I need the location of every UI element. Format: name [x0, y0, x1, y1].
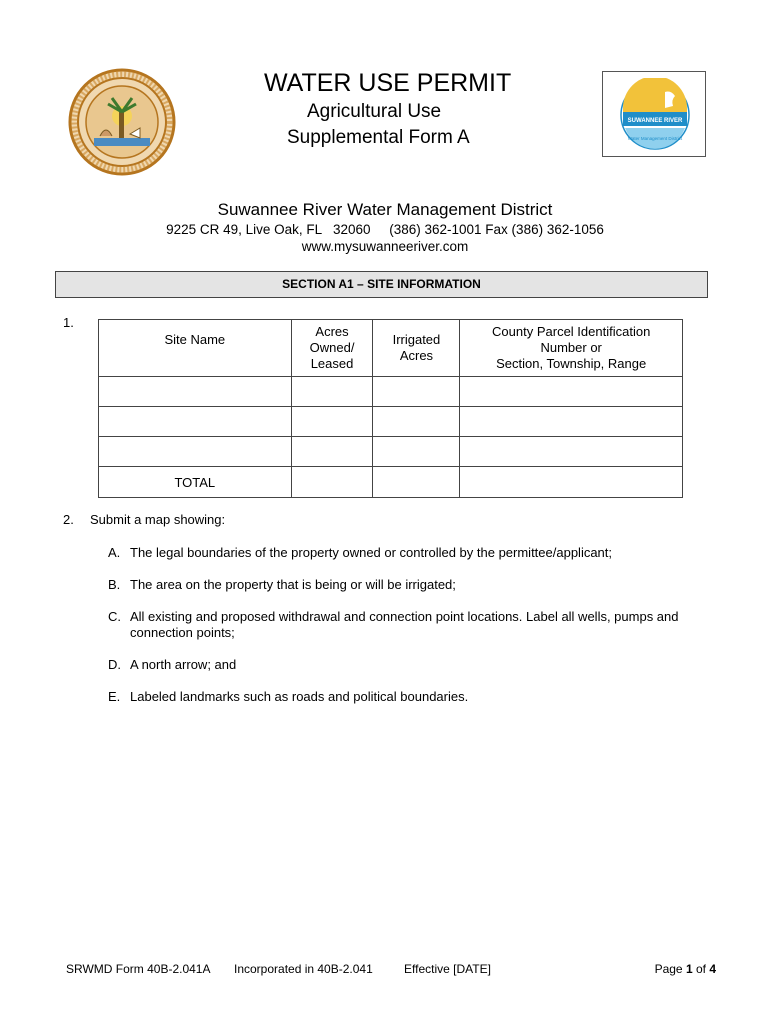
parcel-id-cell[interactable]	[460, 437, 683, 467]
footer-page-number: Page 1 of 4	[654, 962, 716, 976]
table-row	[99, 437, 683, 467]
header-parcel-id: County Parcel Identification Number or Section, Township, Range	[460, 320, 683, 377]
form-subtitle-2: Supplemental Form A	[287, 127, 470, 148]
header-irrigated-acres: Irrigated Acres	[373, 320, 460, 377]
item-number-2: 2.	[63, 512, 74, 527]
table-total-row	[99, 467, 683, 498]
list-item-letter: B.	[108, 577, 121, 592]
list-item-text: Labeled landmarks such as roads and political boundaries.	[130, 689, 469, 704]
table-header-row	[99, 320, 683, 377]
list-item-text: All existing and proposed withdrawal and connection point locations. Label all wells, pumps and connection points;	[130, 609, 679, 640]
list-item-letter: D.	[108, 657, 121, 672]
org-name: Suwannee River Water Management District	[217, 200, 553, 219]
footer-effective: Effective [DATE]	[404, 962, 491, 976]
logo-text: SUWANNEE RIVER	[627, 118, 683, 124]
acres-owned-cell[interactable]	[291, 407, 373, 437]
list-item-text: The area on the property that is being or will be irrigated;	[130, 577, 456, 592]
acres-owned-cell[interactable]	[291, 437, 373, 467]
irrigated-acres-cell[interactable]	[373, 377, 460, 407]
header-acres-owned: Acres Owned/ Leased	[291, 320, 373, 377]
site-name-cell[interactable]	[99, 407, 292, 437]
table-row	[99, 407, 683, 437]
section-header: SECTION A1 – SITE INFORMATION	[55, 271, 708, 298]
list-item-text: The legal boundaries of the property owned or controlled by the permittee/applicant;	[130, 545, 613, 560]
form-title: WATER USE PERMIT	[264, 69, 512, 97]
irrigated-acres-cell[interactable]	[373, 407, 460, 437]
logo-arc-text: Water Management District	[627, 136, 683, 141]
item-number-1: 1.	[63, 315, 74, 330]
list-item-letter: E.	[108, 689, 121, 704]
org-address: 9225 CR 49, Live Oak, FL 32060 (386) 362-1001 Fax (386) 362-1056	[166, 222, 604, 237]
list-item-letter: C.	[108, 609, 121, 624]
parcel-id-cell[interactable]	[460, 377, 683, 407]
list-item-letter: A.	[108, 545, 121, 560]
acres-owned-cell[interactable]	[291, 377, 373, 407]
footer-form-number: SRWMD Form 40B-2.041A	[66, 962, 211, 976]
form-subtitle-1: Agricultural Use	[307, 101, 442, 122]
site-name-cell[interactable]	[99, 437, 292, 467]
state-seal-logo	[68, 68, 176, 176]
site-name-cell[interactable]	[99, 377, 292, 407]
org-website: www.mysuwanneeriver.com	[301, 239, 469, 254]
district-logo-frame	[602, 71, 706, 157]
total-label: TOTAL	[99, 467, 292, 498]
district-logo	[615, 78, 695, 152]
table-row	[99, 377, 683, 407]
footer-incorporated: Incorporated in 40B-2.041	[234, 962, 373, 976]
irrigated-acres-cell[interactable]	[373, 437, 460, 467]
total-irrigated-acres-cell[interactable]	[373, 467, 460, 498]
total-parcel-cell[interactable]	[460, 467, 683, 498]
item-2-text: Submit a map showing:	[90, 512, 226, 527]
list-item-text: A north arrow; and	[130, 657, 237, 672]
total-acres-owned-cell[interactable]	[291, 467, 373, 498]
site-info-table	[98, 319, 683, 498]
header-site-name: Site Name	[99, 320, 292, 377]
parcel-id-cell[interactable]	[460, 407, 683, 437]
